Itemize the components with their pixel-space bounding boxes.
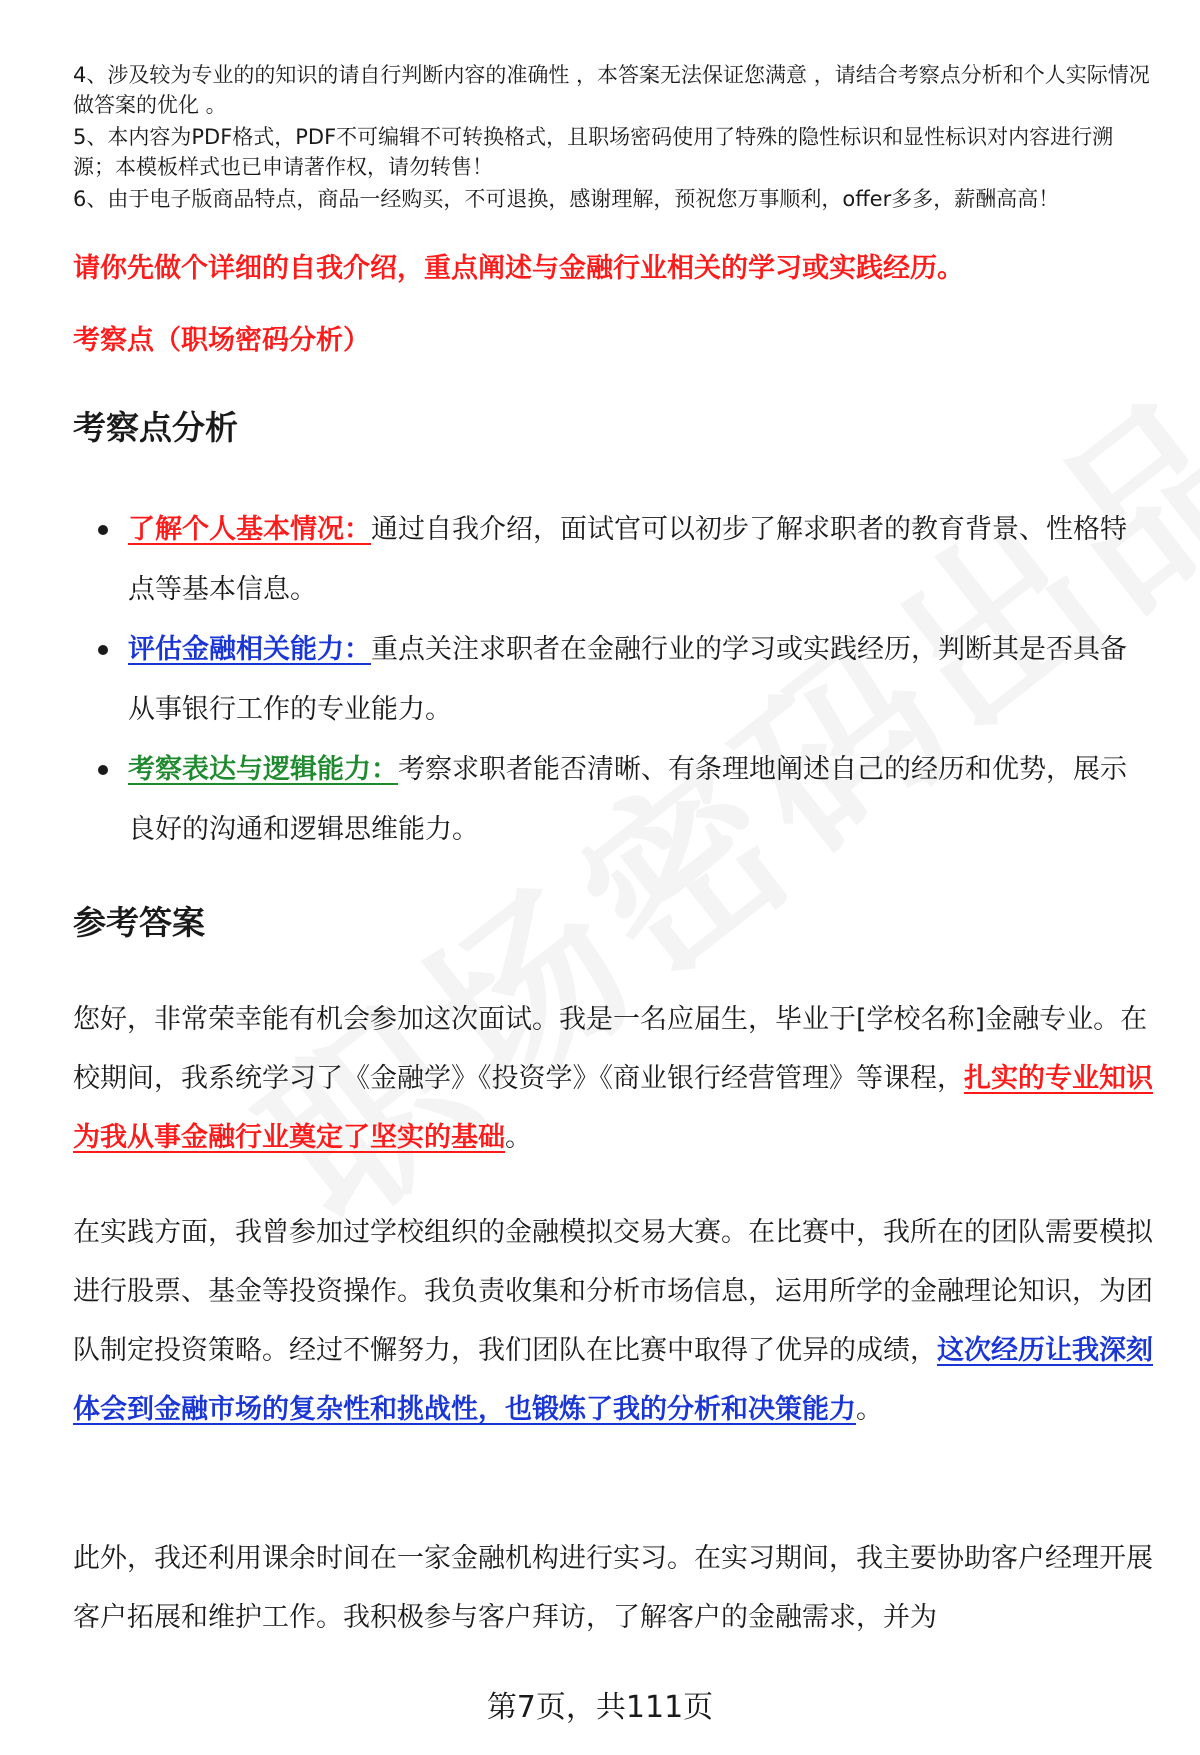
- analysis-label: 考察点（职场密码分析）: [73, 325, 370, 356]
- point-label: 评估金融相关能力：: [128, 634, 371, 665]
- note-6: 6、由于电子版商品特点，商品一经购买，不可退换，感谢理解，预祝您万事顺利，offer多多，薪酬高高！: [73, 187, 1060, 211]
- analysis-list: [73, 500, 1153, 860]
- point-label: 了解个人基本情况：: [128, 514, 371, 545]
- paragraph-text: 在实践方面，我曾参加过学校组织的金融模拟交易大赛。在比赛中，我所在的团队需要模拟进行股票、基金等投资操作。我负责收集和分析市场信息，运用所学的金融理论知识，为团队制定投资策略。经过不懈努力，我们团队在比赛中取得了优异的成绩，: [73, 1217, 1153, 1366]
- paragraph-text: 。: [505, 1122, 532, 1153]
- answer-paragraph-1: [73, 990, 1153, 1167]
- point-text: 考察求职者能否清晰、有条理地阐述自己的经历和优势，展示良好的沟通和逻辑思维能力。: [128, 754, 1127, 845]
- list-item: [73, 740, 1153, 860]
- section-title-answer: 参考答案: [73, 903, 205, 942]
- paragraph-text: 您好，非常荣幸能有机会参加这次面试。我是一名应届生，毕业于[学校名称]金融专业。在校期间，我系统学习了《金融学》《投资学》《商业银行经营管理》等课程，: [73, 1004, 1148, 1094]
- point-text: 通过自我介绍，面试官可以初步了解求职者的教育背景、性格特点等基本信息。: [128, 514, 1127, 605]
- list-item: [73, 500, 1153, 620]
- highlight-text: 这次经历让我深刻体会到金融市场的复杂性和挑战性，也锻炼了我的分析和决策能力: [73, 1335, 1153, 1425]
- section-title-analysis: 考察点分析: [73, 408, 238, 447]
- interview-question: 请你先做个详细的自我介绍，重点阐述与金融行业相关的学习或实践经历。: [73, 253, 964, 284]
- note-5: 5、本内容为PDF格式，PDF不可编辑不可转换格式，且职场密码使用了特殊的隐性标识和显性标识对内容进行溯源；本模板样式也已申请著作权，请勿转售！: [73, 125, 1114, 179]
- paragraph-text: 。: [856, 1394, 883, 1425]
- page-number: 第7页，共111页: [486, 1690, 714, 1725]
- notes-section: [73, 60, 1153, 216]
- highlight-text: 扎实的专业知识为我从事金融行业奠定了坚实的基础: [73, 1063, 1153, 1153]
- bullet-dot: [98, 525, 108, 535]
- point-label: 考察表达与逻辑能力：: [128, 754, 398, 785]
- answer-paragraph-2: [73, 1203, 1153, 1439]
- bullet-dot: [98, 645, 108, 655]
- bullet-dot: [98, 765, 108, 775]
- point-text: 重点关注求职者在金融行业的学习或实践经历，判断其是否具备从事银行工作的专业能力。: [128, 634, 1127, 725]
- note-4: 4、涉及较为专业的的知识的请自行判断内容的准确性 ，本答案无法保证您满意 ，请结合考察点分析和个人实际情况做答案的优化 。: [73, 63, 1150, 117]
- list-item: [73, 620, 1153, 740]
- answer-paragraph-3: 此外，我还利用课余时间在一家金融机构进行实习。在实习期间，我主要协助客户经理开展客户拓展和维护工作。我积极参与客户拜访，了解客户的金融需求，并为: [73, 1543, 1153, 1633]
